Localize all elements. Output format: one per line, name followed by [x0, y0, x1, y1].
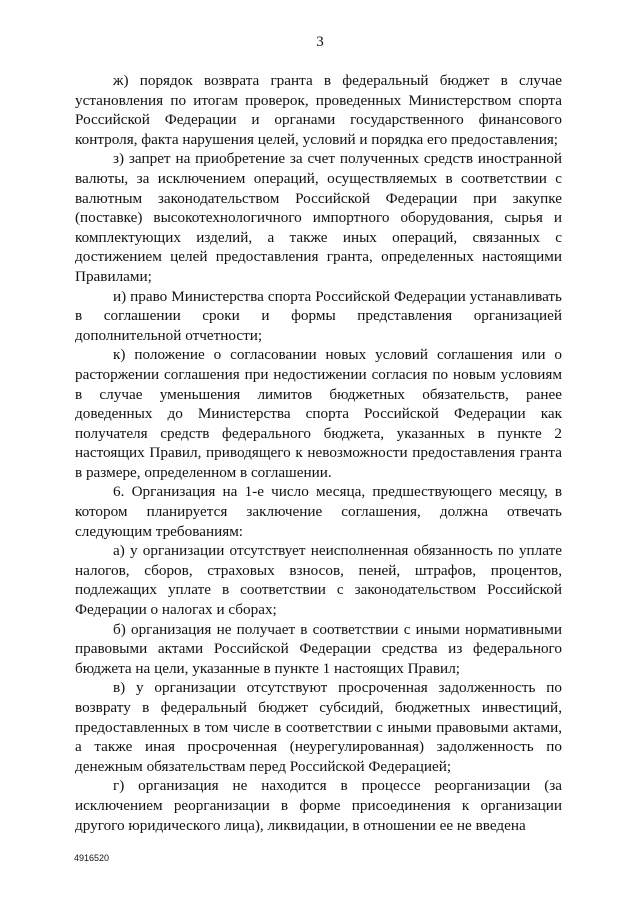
- paragraph-k: к) положение о согласовании новых условий соглашения или о расторжении соглашения при недостижении согласия по новым условиям в случае уменьшения лимитов бюджетных обязательств, ранее доведенных до Министерства спорта Российской Федерации как получателя средств федерального бюджета, указанных в пункте 2 настоящих Правил, приводящего к невозможности предоставления гранта в размере, определенном в соглашении.: [75, 346, 562, 481]
- body-text: [75, 71, 562, 835]
- paragraph-a: а) у организации отсутствует неисполненная обязанность по уплате налогов, сборов, страховых взносов, пеней, штрафов, процентов, подлежащих уплате в соответствии с законодательством Российской Федерации о налогах и сборах;: [75, 542, 562, 619]
- paragraph-zh: ж) порядок возврата гранта в федеральный бюджет в случае установления по итогам проверок, проведенных Министерством спорта Российской Федерации и органами государственного финансового контроля, факта нарушения целей, условий и порядка его предоставления;: [75, 72, 562, 148]
- paragraph-g: г) организация не находится в процессе реорганизации (за исключением реорганизации в форме присоединения к организации другого юридического лица), ликвидации, в отношении ее не введена: [75, 777, 562, 834]
- page-number: 3: [316, 34, 324, 50]
- paragraph-v: в) у организации отсутствуют просроченная задолженность по возврату в федеральный бюджет субсидий, бюджетных инвестиций, предоставленных в том числе в соответствии с иными правовыми актами, а также иная просроченная (неурегулированная) задолженность по денежным обязательствам перед Российской Федерацией;: [75, 679, 562, 775]
- paragraph-i: и) право Министерства спорта Российской Федерации устанавливать в соглашении сроки и формы представления организацией дополнительной отчетности;: [75, 287, 562, 344]
- paragraph-z: з) запрет на приобретение за счет полученных средств иностранной валюты, за исключением операций, осуществляемых в соответствии с валютным законодательством Российской Федерации при закупке (поставке) высокотехнологичного импортного оборудования, сырья и комплектующих изделий, а также иных операций, связанных с достижением целей предоставления гранта, определенных настоящими Правилами;: [75, 150, 562, 285]
- paragraph-b: б) организация не получает в соответствии с иными нормативными правовыми актами Российской Федерации средства из федерального бюджета на цели, указанные в пункте 1 настоящих Правил;: [75, 620, 562, 677]
- document-code: 4916520: [74, 853, 110, 863]
- paragraph-6: 6. Организация на 1-е число месяца, предшествующего месяцу, в котором планируется заключение соглашения, должна отвечать следующим требованиям:: [75, 483, 562, 540]
